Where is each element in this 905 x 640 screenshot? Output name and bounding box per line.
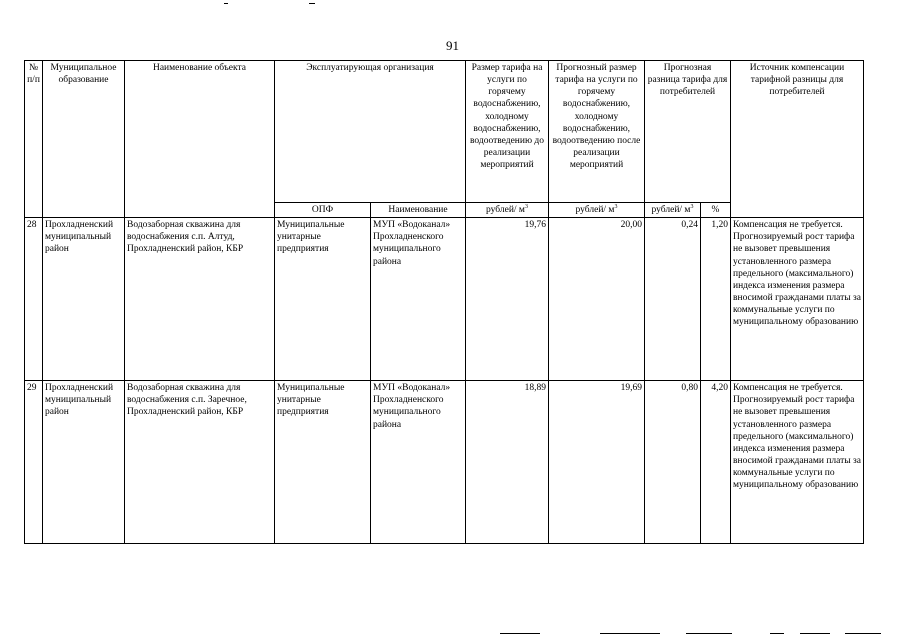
scan-artifact: [800, 633, 830, 634]
row-tariff-current: 18,89: [466, 381, 549, 544]
header-tariff-current: Размер тарифа на услуги по горячему водоснабжению, холодному водоснабжению, водоотведению до реализации мероприятий: [466, 61, 549, 203]
row-org: МУП «Водоканал» Прохладненского муниципального района: [371, 218, 466, 381]
scan-artifact: [224, 3, 228, 4]
subheader-unit-current: [466, 203, 549, 218]
row-municipality: Прохладненский муниципальный район: [43, 218, 125, 381]
unit-sup: 3: [614, 203, 618, 210]
tariff-table: [24, 60, 864, 544]
unit-label: рублей/ м: [486, 205, 525, 215]
scan-artifact: [500, 633, 540, 634]
scan-artifact: [845, 633, 881, 634]
row-compensation: Компенсация не требуется. Прогнозируемый рост тарифа не вызовет превышения установленного размера предельного (максимального) индекса изменения размера вносимой гражданами платы за коммунальные услуги по муниципальному образованию: [731, 381, 864, 544]
row-opf: Муниципальные унитарные предприятия: [275, 218, 371, 381]
row-tariff-current: 19,76: [466, 218, 549, 381]
unit-sup: 3: [690, 203, 694, 210]
row-municipality: Прохладненский муниципальный район: [43, 381, 125, 544]
row-org: МУП «Водоканал» Прохладненского муниципального района: [371, 381, 466, 544]
row-num: 29: [25, 381, 43, 544]
row-diff-pct: 1,20: [701, 218, 731, 381]
page-number: 91: [446, 38, 459, 53]
subheader-name: Наименование: [371, 203, 466, 218]
table-row: [25, 218, 864, 381]
row-diff-pct: 4,20: [701, 381, 731, 544]
row-diff-rub: 0,80: [645, 381, 701, 544]
header-tariff-diff: Прогнозная разница тарифа для потребителей: [645, 61, 731, 203]
header-compensation: Источник компенсации тарифной разницы для потребителей: [731, 61, 864, 218]
row-compensation: Компенсация не требуется. Прогнозируемый рост тарифа не вызовет превышения установленного размера предельного (максимального) индекса изменения размера вносимой гражданами платы за коммунальные услуги по муниципальному образованию: [731, 218, 864, 381]
table-row: [25, 381, 864, 544]
row-object: Водозаборная скважина для водоснабжения с.п. Заречное, Прохладненский район, КБР: [125, 381, 275, 544]
subheader-opf: ОПФ: [275, 203, 371, 218]
scan-artifact: [600, 633, 660, 634]
unit-label: рублей/ м: [575, 205, 615, 215]
scan-artifact: [686, 633, 732, 634]
header-num: № п/п: [25, 61, 43, 218]
row-object: Водозаборная скважина для водоснабжения с.п. Алтуд, Прохладненский район, КБР: [125, 218, 275, 381]
row-tariff-forecast: 19,69: [549, 381, 645, 544]
scan-artifact: [309, 3, 315, 4]
subheader-unit-forecast: [549, 203, 645, 218]
header-object: Наименование объекта: [125, 61, 275, 218]
row-tariff-forecast: 20,00: [549, 218, 645, 381]
unit-label: рублей/ м: [651, 205, 691, 215]
header-operator: Эксплуатирующая организация: [275, 61, 466, 203]
scan-artifact: [770, 633, 784, 634]
subheader-pct: %: [701, 203, 731, 218]
header-row: [25, 61, 864, 203]
unit-sup: 3: [524, 203, 528, 210]
header-municipality: Муниципальное образование: [43, 61, 125, 218]
header-tariff-forecast: Прогнозный размер тарифа на услуги по горячему водоснабжению, холодному водоснабжению, водоотведению после реализации мероприятий: [549, 61, 645, 203]
row-num: 28: [25, 218, 43, 381]
row-opf: Муниципальные унитарные предприятия: [275, 381, 371, 544]
subheader-unit-diff: [645, 203, 701, 218]
row-diff-rub: 0,24: [645, 218, 701, 381]
